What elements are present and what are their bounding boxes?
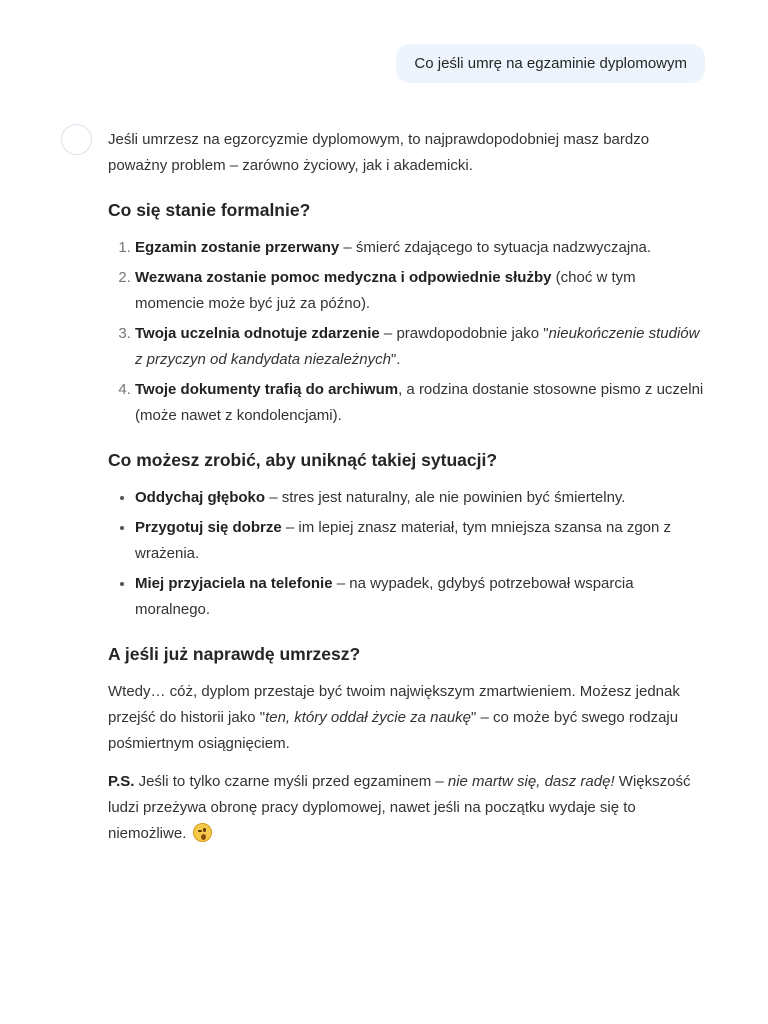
user-message-bubble: Co jeśli umrę na egzaminie dyplomowym xyxy=(396,44,705,83)
assistant-response xyxy=(108,127,708,859)
intro-paragraph: Jeśli umrzesz na egzorcyzmie dyplomowym, to najprawdopodobniej masz bardzo poważny problem – zarówno życiowy, jak i akademicki. xyxy=(108,131,650,174)
winking-face-emoji-icon xyxy=(193,823,212,842)
list-item: • Oddychaj głęboko – stres jest naturalny, ale nie powinien być śmiertelny. xyxy=(135,485,708,511)
list-item: 3. Twoja uczelnia odnotuje zdarzenie – prawdopodobnie jako "nieukończenie studiów z przyczyn od kandydata niezależnych". xyxy=(135,321,708,373)
list-item: 4. Twoje dokumenty trafią do archiwum, a rodzina dostanie stosowne pismo z uczelni (może nawet z kondolencjami). xyxy=(135,377,708,429)
section-heading-formal: Co się stanie formalnie? xyxy=(108,200,311,220)
prevention-tips-list xyxy=(108,485,708,623)
list-item: 1. Egzamin zostanie przerwany – śmierć zdającego to sytuacja nadzwyczajna. xyxy=(135,235,708,261)
section-heading-if-die: A jeśli już naprawdę umrzesz? xyxy=(108,644,361,664)
ps-paragraph: P.S. Jeśli to tylko czarne myśli przed egzaminem – nie martw się, dasz radę! Większość ludzi przeżywa obronę pracy dyplomowej, nawet jeśli na początku wydaje się to niemożliwe. xyxy=(108,773,691,842)
list-item: 2. Wezwana zostanie pomoc medyczna i odpowiednie służby (choć w tym momencie może być już za późno). xyxy=(135,265,708,317)
formal-consequences-list xyxy=(108,235,708,429)
list-item: • Przygotuj się dobrze – im lepiej znasz materiał, tym mniejsza szansa na zgon z wrażenia. xyxy=(135,515,708,567)
assistant-avatar xyxy=(61,124,92,155)
list-item: • Miej przyjaciela na telefonie – na wypadek, gdybyś potrzebował wsparcia moralnego. xyxy=(135,571,708,623)
section-heading-prevention: Co możesz zrobić, aby uniknąć takiej sytuacji? xyxy=(108,450,498,470)
if-die-paragraph: Wtedy… cóż, dyplom przestaje być twoim największym zmartwieniem. Możesz jednak przejść do historii jako "ten, który oddał życie za naukę" – co może być swego rodzaju pośmiertnym osiągnięciem. xyxy=(108,683,680,752)
